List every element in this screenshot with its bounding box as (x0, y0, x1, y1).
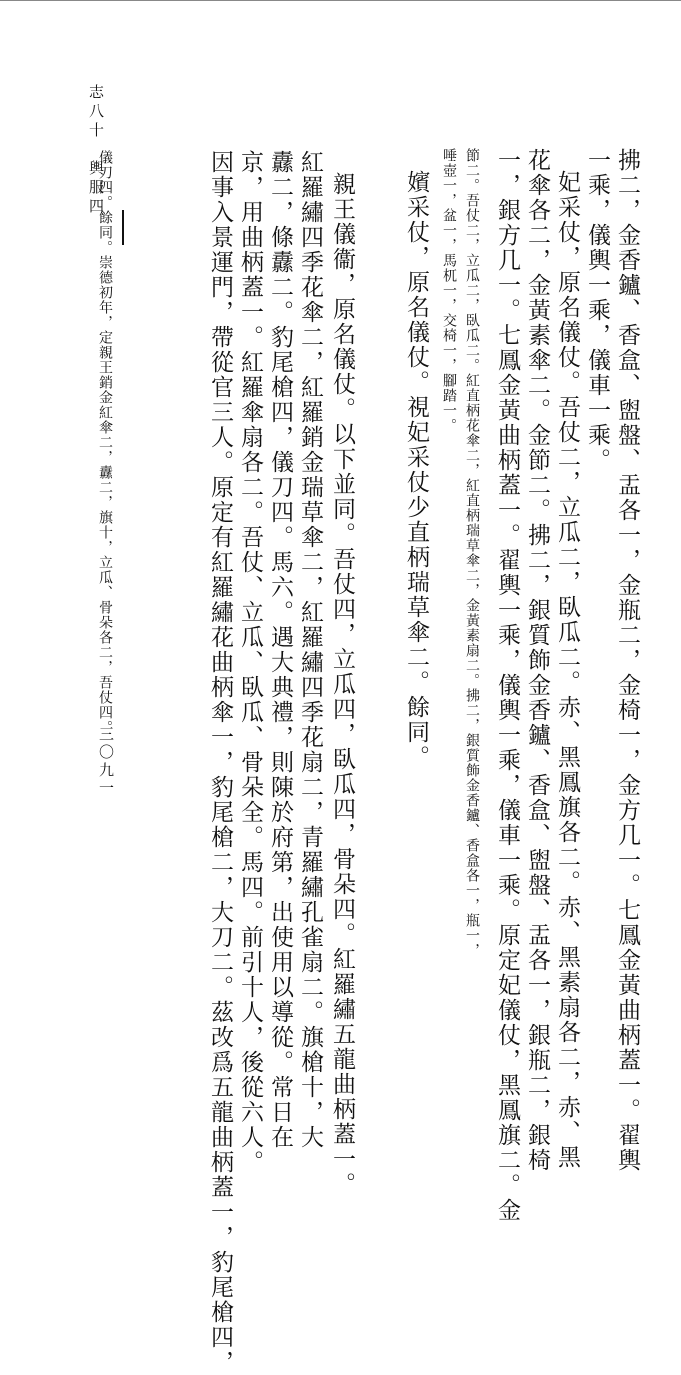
text-column-5: 一，銀方几一。七鳳金黃曲柄蓋一。翟輿一乘，儀輿一乘，儀車一乘。原定妃儀仗，黑鳳旗二。金 (494, 148, 520, 1223)
page-header: 志八十 輿服四 (87, 84, 105, 217)
text-column-1: 拂二，金香鑪、香盒、盥盤、盂各一，金瓶二，金椅一，金方几一。七鳳金黃曲柄蓋一。翟輿 (614, 148, 640, 1173)
text-column-9: 親王儀衞，原名儀仗。以下並同。吾仗四，立瓜四，臥瓜四，骨朵四。紅羅繡五龍曲柄蓋一。 (329, 172, 355, 1197)
top-scan-edge (0, 0, 681, 1)
page-number: 三〇九一 (97, 726, 115, 798)
text-column-8: 嬪采仗，原名儀仗。視妃采仗少直柄瑞草傘二。餘同。 (403, 170, 429, 770)
text-column-3: 妃采仗，原名儀仗。吾仗二，立瓜二，臥瓜二。赤、黑鳳旗各二。赤、黑素扇各二，赤、黑 (554, 170, 580, 1170)
text-column-4: 花傘各二，金黃素傘二。金節二。拂二，銀質飾金香鑪、香盒、盥盤、盂各一，銀瓶二，銀椅 (524, 148, 550, 1173)
text-column-12: 京，用曲柄蓋一。紅羅傘扇各二。吾仗、立瓜、臥瓜、骨朵全。馬四。前引十人，後從六人。 (237, 150, 263, 1175)
text-column-11: 纛二，條纛二。豹尾槍四，儀刀四。馬六。遇大典禮，則陳於府第，出使用以導從。常日在 (267, 150, 293, 1150)
text-column-10: 紅羅繡四季花傘二，紅羅銷金瑞草傘二，紅羅繡四季花扇二，青羅繡孔雀扇二。旗槍十，大 (297, 150, 323, 1150)
note-column-6: 節二。吾仗二，立瓜二，臥瓜二。紅直柄花傘二，紅直柄瑞草傘二，金黃素扇二。拂二，銀質飾金香鑪、香盒各一，瓶一， (464, 148, 480, 958)
note-column-14: 儀刀四。餘同。崇德初年，定親王銷金紅傘二，纛二，旗十，立瓜、骨朵各二，吾仗四。 (97, 150, 113, 735)
proper-noun-underline (122, 210, 124, 245)
text-column-2: 一乘，儀輿一乘，儀車一乘。 (584, 148, 610, 473)
text-column-13: 因事入景運門，帶從官三人。原定有紅羅繡花曲柄傘一，豹尾槍二，大刀二。茲改爲五龍曲柄蓋一，豹尾槍四， (207, 150, 233, 1375)
note-column-7: 唾壺一，盆一，馬杌一，交椅一，腳踏一。 (441, 148, 457, 433)
